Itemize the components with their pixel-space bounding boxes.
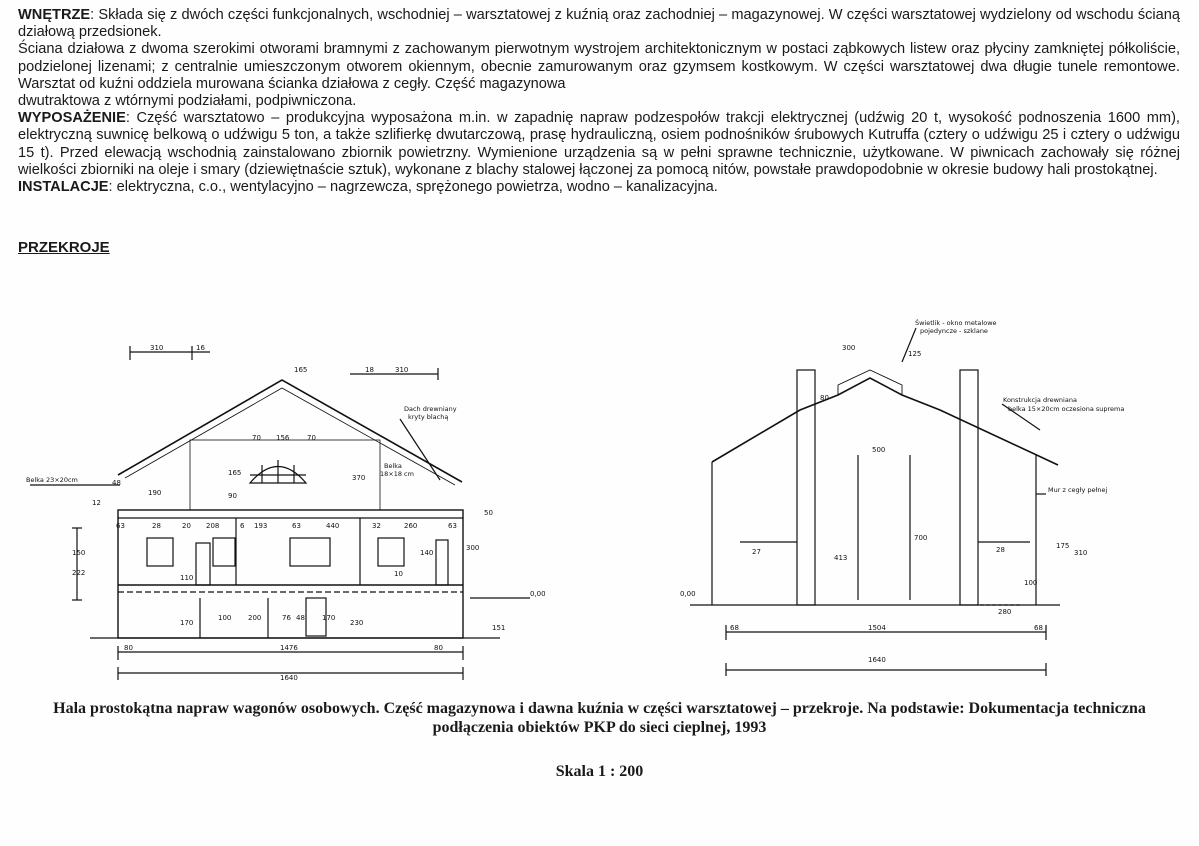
dim-label: 1640 <box>280 674 298 682</box>
section-heading: PRZEKROJE <box>18 239 110 256</box>
dim-label: 310 <box>150 344 164 352</box>
paragraph-wyposazenie <box>18 110 1180 179</box>
dim-label: 63 <box>116 522 125 530</box>
paragraph-instalacje <box>18 179 1180 196</box>
dim-label: 18 <box>365 366 374 374</box>
annotation-dach: Dach drewniany <box>404 405 457 413</box>
dim-label: 260 <box>404 522 418 530</box>
dim-label: 90 <box>228 492 237 500</box>
dim-label: 440 <box>326 522 340 530</box>
dim-label: 280 <box>998 608 1012 616</box>
dim-label: 1504 <box>868 624 886 632</box>
dim-label: 0,00 <box>530 590 546 598</box>
annotation-belka-left: Belka 23×20cm <box>26 476 78 484</box>
dim-label: 48 <box>296 614 305 622</box>
right-section-labels <box>680 318 1124 664</box>
dim-label: 50 <box>484 509 493 517</box>
dim-label: 68 <box>730 624 739 632</box>
dim-label: 110 <box>180 574 194 582</box>
dim-label: 310 <box>1074 549 1088 557</box>
dim-label: 165 <box>228 469 242 477</box>
annotation-swietlik-2: pojedyncze - szklane <box>920 327 988 335</box>
dim-label: 1640 <box>868 656 886 664</box>
dim-label: 28 <box>152 522 161 530</box>
dim-label: 63 <box>292 522 301 530</box>
dim-label: 70 <box>252 434 261 442</box>
annotation-belka-right-2: 18×18 cm <box>380 470 414 478</box>
dim-label: 208 <box>206 522 220 530</box>
dim-label: 27 <box>752 548 761 556</box>
dim-label: 6 <box>240 522 245 530</box>
text-wnetrze: : Składa się z dwóch części funkcjonalnych, wschodniej – warsztatowej z kuźnią oraz zachodniej – magazynowej. W części warsztatowej wydzielony od wschodu ścianą działową przedsionek. <box>18 7 1180 41</box>
dim-label: 170 <box>180 619 194 627</box>
dim-label: 28 <box>996 546 1005 554</box>
dim-label: 140 <box>420 549 434 557</box>
label-instalacje: INSTALACJE <box>18 179 109 196</box>
label-wyposazenie: WYPOSAŻENIE <box>18 110 126 127</box>
dim-label: 175 <box>1056 542 1070 550</box>
dim-label: 63 <box>448 522 457 530</box>
dim-label: 500 <box>872 446 886 454</box>
dim-label: 230 <box>350 619 364 627</box>
left-section-labels <box>26 344 546 682</box>
dim-label: 193 <box>254 522 268 530</box>
dim-label: 222 <box>72 569 86 577</box>
text-sciana: Ściana działowa z dwoma szerokimi otworami bramnymi z zachowanym pierwotnym wystrojem architektonicznym w postaci ząbkowych listew oraz płyciny zamkniętej półkoliście, podzielonej lizenami; z centralnie umieszczonym otworem okiennym, obecnie zamurowanym oraz gzymsem kostkowym. W części warsztatowej dwa długie tunele remontowe. Warsztat od kuźni oddziela murowana ścianka działowa z cegły. Część magazynowa <box>18 41 1180 92</box>
dim-label: 150 <box>72 549 86 557</box>
dim-label: 32 <box>372 522 381 530</box>
dim-label: 125 <box>908 350 922 358</box>
dim-label: 68 <box>1034 624 1043 632</box>
dim-label: 80 <box>124 644 133 652</box>
dim-label: 700 <box>914 534 928 542</box>
dim-label: 0,00 <box>680 590 696 598</box>
paragraph-wnetrze <box>18 7 1180 41</box>
paragraph-sciana-2 <box>18 93 1180 110</box>
annotation-swietlik: Świetlik - okno metalowe <box>915 319 997 327</box>
dim-label: 200 <box>248 614 262 622</box>
scale-label: Skala 1 : 200 <box>555 763 644 780</box>
dim-label: 170 <box>322 614 336 622</box>
figure-caption <box>0 699 1199 737</box>
description-text <box>18 7 1180 196</box>
dim-label: 20 <box>182 522 191 530</box>
annotation-mur: Mur z cegły pełnej <box>1048 486 1108 494</box>
dim-label: 1476 <box>280 644 298 652</box>
text-instalacje: : elektryczna, c.o., wentylacyjno – nagrzewcza, sprężonego powietrza, wodno – kanalizacyjna. <box>108 179 718 196</box>
dim-label: 413 <box>834 554 848 562</box>
left-section <box>30 346 530 680</box>
annotation-konstrukcja-2: belka 15×20cm oczesiona suprema <box>1008 405 1125 413</box>
label-wnetrze: WNĘTRZE <box>18 7 91 23</box>
dim-label: 151 <box>492 624 506 632</box>
text-wyposazenie: : Część warsztatowo – produkcyjna wyposażona m.in. w zapadnię napraw podzespołów trakcji elektrycznej (udźwig 20 t, wysokość podnoszenia 1600 mm), elektryczną suwnicę belkową o udźwigu 5 ton, a także szlifierkę dwutarczową, prasę hydrauliczną, osiem podnośników śrubowych Kutruffa (cztery o udźwigu 25 i cztery o udźwigu 15 t). Przed elewacją wschodnią zainstalowano zbiornik powietrzny. Wymienione urządzenia są w pełni sprawne technicznie, użytkowane. W piwnicach zachowały się różnej wielkości zbiorniki na oleje i smary (dziewiętnaście sztuk), wykonane z blachy stalowej łączonej za pomocą nitów, powstałe prawdopodobnie w okresie budowy hali prostokątnej. <box>18 110 1180 178</box>
paragraph-sciana <box>18 41 1180 93</box>
dim-label: 80 <box>820 394 829 402</box>
annotation-belka-right: Belka <box>384 462 402 470</box>
dim-label: 100 <box>218 614 232 622</box>
annotation-dach-2: kryty blachą <box>408 413 449 421</box>
dim-label: 156 <box>276 434 290 442</box>
dim-label: 70 <box>307 434 316 442</box>
text-sciana-2: dwutraktowa z wtórnymi podziałami, podpiwniczona. <box>18 93 357 110</box>
dim-label: 10 <box>394 570 403 578</box>
dim-label: 165 <box>294 366 308 374</box>
annotation-konstrukcja: Konstrukcja drewniana <box>1003 396 1077 404</box>
cross-section-drawing <box>0 300 1199 690</box>
dim-label: 80 <box>434 644 443 652</box>
dim-label: 300 <box>466 544 480 552</box>
dim-label: 190 <box>148 489 162 497</box>
dim-label: 300 <box>842 344 856 352</box>
dim-label: 16 <box>196 344 205 352</box>
caption-line-2: podłączenia obiektów PKP do sieci cieplnej, 1993 <box>432 719 767 736</box>
dim-label: 48 <box>112 479 121 487</box>
dim-label: 12 <box>92 499 101 507</box>
dim-label: 76 <box>282 614 291 622</box>
dim-label: 370 <box>352 474 366 482</box>
dim-label: 310 <box>395 366 409 374</box>
caption-line-1: Hala prostokątna napraw wagonów osobowych. Część magazynowa i dawna kuźnia w części warsztatowej – przekroje. Na podstawie: Dokumentacja techniczna <box>53 700 1146 717</box>
dim-label: 100 <box>1024 579 1038 587</box>
